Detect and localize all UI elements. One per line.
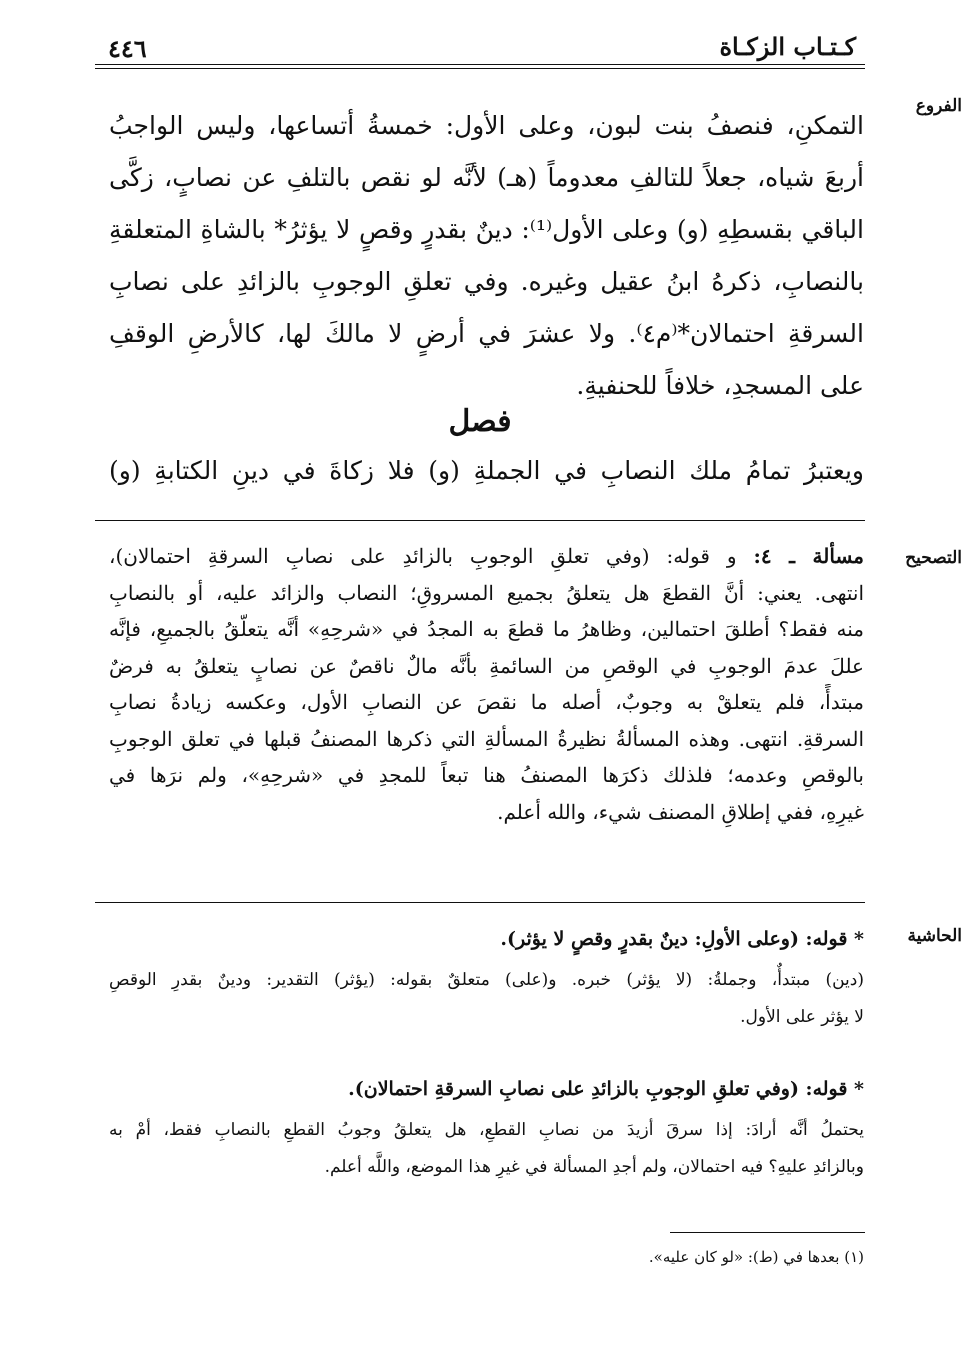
hashiya-heading: * قوله: (وعلى الأولِ: دينٌ بقدرٍ وقصٍ لا يؤثر). (500, 928, 864, 950)
side-label-tashih: التصحيح (905, 548, 962, 568)
main-text (109, 100, 864, 412)
hashiya-line: لا يؤثر على الأول. (740, 1007, 864, 1027)
hashiya-note-1 (109, 928, 864, 1036)
footnote: (١) بعدها في (ط): «لو كان عليه». (648, 1248, 864, 1266)
tashih-line: غيرِهِ، ففي إطلاقِ المصنف شيء، والله أعلم. (497, 799, 864, 824)
hashiya-note-2 (109, 1078, 864, 1186)
tashih-line: مبتدأً، فلم يتعلقْ به وجوبٌ، أصله ما نقصَ عن النصابِ الأول، وعكسه زيادةُ نصابِ (109, 690, 864, 714)
fasl-text: ويعتبرُ تمامُ ملك النصابِ في الجملةِ (و) فلا زكاةَ في دينِ الكتابةِ (و) (109, 456, 864, 485)
main-line: أربعَ شياه، جعلاً للتالفِ معدوماً (هـ) لأنَّه لو نقص بالتلفِ عن نصابٍ، زكَّى (109, 163, 864, 192)
masala-label: مسألة ـ ٤: (753, 544, 864, 568)
footnote-rule (670, 1232, 865, 1233)
main-line: الباقي بقسطِهِ (و) وعلى الأول⁽¹⁾: دينٌ بقدرٍ وقصٍ لا يؤثرُ* بالشاةِ المتعلقةِ (109, 215, 864, 244)
hashiya-line: (دين) مبتدأٌ، وجملةُ: (لا يؤثر) خبره. و(على) متعلقٌ بقوله: (يؤثر) التقدير: ودينٌ بقدرِ الوقصِ (109, 970, 864, 990)
tashih-line: السرقةِ. انتهى. وهذه المسألةُ نظيرةُ المسألةِ التي ذكرها المصنفُ قبلها في تعلق الوجوبِ (109, 726, 864, 751)
main-line: بالنصابِ، ذكرهُ ابنُ عقيل وغيره. وفي تعلقِ الوجوبِ بالزائدِ على نصابِ (109, 267, 864, 296)
header-rule-top (95, 64, 865, 65)
tashih-line (109, 538, 864, 575)
hashiya-body (109, 1112, 864, 1186)
side-label-furu: الفروع (915, 96, 962, 116)
main-line: السرقةِ احتمالان*⁽م٤⁾. ولا عشرَ في أرضٍ لا مالكَ لها، كالأرضِ الوقفِ (109, 319, 864, 348)
section-rule-2 (95, 902, 865, 903)
header-rule-bottom (95, 68, 865, 69)
page-number: ٤٤٦ (108, 34, 147, 63)
hashiya-line: وبالزائدِ عليهِ؟ فيه احتمالان، ولم أجدِ المسألة في غيرِ هذا الموضع، واللَّه أعلم. (324, 1157, 864, 1177)
tashih-text (109, 538, 864, 830)
section-rule-1 (95, 520, 865, 521)
side-label-hashiya: الحاشية (907, 926, 962, 946)
tashih-line: بالوقصِ وعدمه؛ فلذلك ذكرَها المصنفُ هنا تبعاً للمجدِ في «شرحِهِ»، ولم نرَها في (109, 763, 864, 787)
hashiya-heading: * قوله: (وفي تعلقِ الوجوبِ بالزائدِ على نصابِ السرقةِ احتمالان). (348, 1078, 864, 1100)
main-line: على المسجدِ، خلافاً للحنفيةِ. (576, 371, 864, 400)
hashiya-body (109, 962, 864, 1036)
tashih-line-text: و قوله: (وفي تعلقِ الوجوبِ بالزائدِ على نصابِ السرقةِ احتمالان)، (109, 544, 754, 568)
tashih-line: منه فقط؟ أطلقَ احتمالين، وظاهرُ ما قطعَ به المجدُ في «شرحِهِ» أنَّه يتعلّقُ بالجميعِ، فإنَّه (109, 617, 864, 641)
section-heading-fasl: فصل (448, 404, 512, 439)
hashiya-line: يحتملُ أنَّه أرادَ: إذا سرقَ أزيدَ من نصابِ القطعِ، هل يتعلقُ وجوبُ القطعِ بالنصابِ فقط، أمْ به (109, 1120, 864, 1140)
book-title: كـتـاب الزكـاة (719, 32, 856, 61)
tashih-line: عللَ عدمَ الوجوبِ في الوقصِ من السائمةِ بأنَّه مالٌ ناقصٌ عن نصابٍ يتعلقُ به فرضٌ (109, 653, 864, 678)
tashih-line: انتهى. يعني: أنَّ القطعَ هل يتعلقُ بجميع المسروقِ؛ النصاب والزائد عليه، أو بالنصابِ (109, 580, 864, 605)
main-line: التمكنِ، فنصفُ بنت لبون، وعلى الأول: خمسةُ أتساعها، وليس الواجبُ (109, 111, 864, 140)
